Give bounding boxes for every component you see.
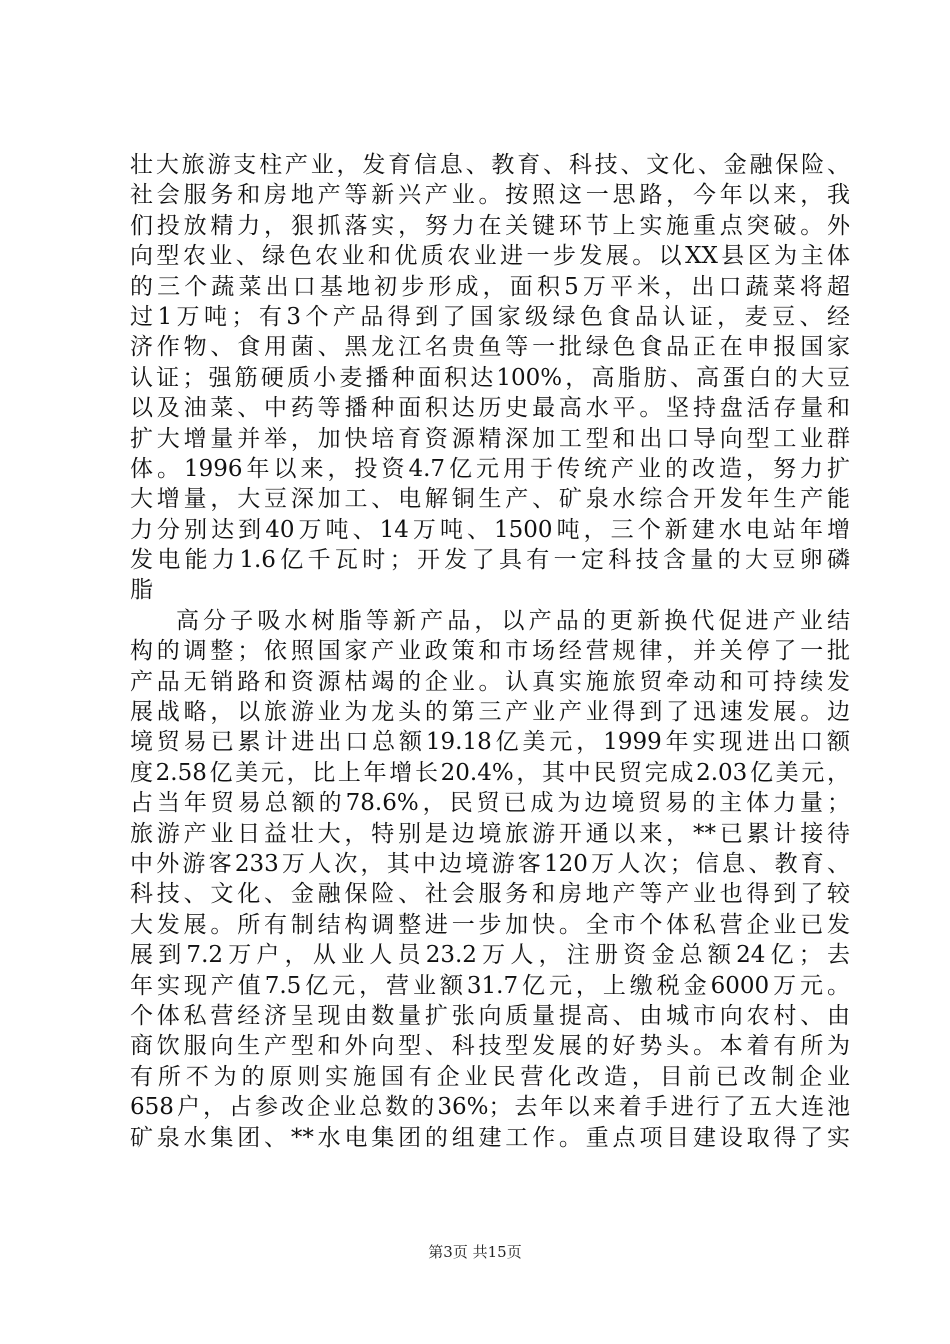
text-line: 科技、文化、金融保险、社会服务和房地产等产业也得到了较 <box>130 881 850 908</box>
text-line: 力分别达到40万吨、14万吨、1500吨，三个新建水电站年增 <box>130 516 850 543</box>
text-line: 中外游客233万人次，其中边境游客120万人次；信息、教育、 <box>130 850 850 877</box>
text-line: 度2.58亿美元，比上年增长20.4%，其中民贸完成2.03亿美元， <box>130 759 850 786</box>
text-line: 展到7.2万户，从业人员23.2万人，注册资金总额24亿；去 <box>130 942 850 969</box>
text-line: 济作物、食用菌、黑龙江名贵鱼等一批绿色食品正在申报国家 <box>130 334 850 361</box>
text-line: 高分子吸水树脂等新产品，以产品的更新换代促进产业结 <box>176 607 850 634</box>
text-line: 扩大增量并举，加快培育资源精深加工型和出口导向型工业群 <box>130 425 850 452</box>
text-line: 向型农业、绿色农业和优质农业进一步发展。以XX县区为主体 <box>130 243 850 270</box>
text-line: 658户，占参改企业总数的36%；去年以来着手进行了五大连池 <box>130 1094 850 1121</box>
text-line: 壮大旅游支柱产业，发育信息、教育、科技、文化、金融保险、 <box>130 152 850 178</box>
text-line: 境贸易已累计进出口总额19.18亿美元，1999年实现进出口额 <box>130 729 850 756</box>
text-line: 大增量，大豆深加工、电解铜生产、矿泉水综合开发年生产能 <box>130 486 850 513</box>
text-line: 旅游产业日益壮大，特别是边境旅游开通以来，**已累计接待 <box>130 820 850 847</box>
text-line: 有所不为的原则实施国有企业民营化改造，目前已改制企业 <box>130 1063 850 1090</box>
text-line: 展战略，以旅游业为龙头的第三产业产业得到了迅速发展。边 <box>130 699 850 726</box>
text-line: 社会服务和房地产等新兴产业。按照这一思路，今年以来，我 <box>130 182 850 209</box>
text-line: 们投放精力，狠抓落实，努力在关键环节上实施重点突破。外 <box>130 212 850 239</box>
text-line: 占当年贸易总额的78.6%，民贸已成为边境贸易的主体力量； <box>130 790 850 817</box>
text-line: 商饮服向生产型和外向型、科技型发展的好势头。本着有所为 <box>130 1033 850 1060</box>
text-line: 认证；强筋硬质小麦播种面积达100%，高脂肪、高蛋白的大豆 <box>130 364 850 391</box>
text-line: 体。1996年以来，投资4.7亿元用于传统产业的改造，努力扩 <box>130 455 850 482</box>
text-line: 发电能力1.6亿千瓦时；开发了具有一定科技含量的大豆卵磷 <box>130 547 850 574</box>
text-line: 年实现产值7.5亿元，营业额31.7亿元，上缴税金6000万元。 <box>130 972 850 999</box>
text-line: 产品无销路和资源枯竭的企业。认真实施旅贸牵动和可持续发 <box>130 668 850 695</box>
text-line: 的三个蔬菜出口基地初步形成，面积5万平米，出口蔬菜将超 <box>130 273 850 300</box>
body-text <box>130 150 850 1153</box>
text-line: 过1万吨；有3个产品得到了国家级绿色食品认证，麦豆、经 <box>130 303 850 330</box>
page-footer: 第3页 共15页 <box>428 1243 522 1261</box>
text-line: 矿泉水集团、**水电集团的组建工作。重点项目建设取得了实 <box>130 1124 850 1151</box>
text-line: 构的调整；依照国家产业政策和市场经营规律，并关停了一批 <box>130 638 850 665</box>
text-line: 个体私营经济呈现由数量扩张向质量提高、由城市向农村、由 <box>130 1002 850 1029</box>
text-line: 以及油菜、中药等播种面积达历史最高水平。坚持盘活存量和 <box>130 395 850 422</box>
text-line: 脂 <box>130 577 153 604</box>
text-line: 大发展。所有制结构调整进一步加快。全市个体私营企业已发 <box>130 911 850 938</box>
